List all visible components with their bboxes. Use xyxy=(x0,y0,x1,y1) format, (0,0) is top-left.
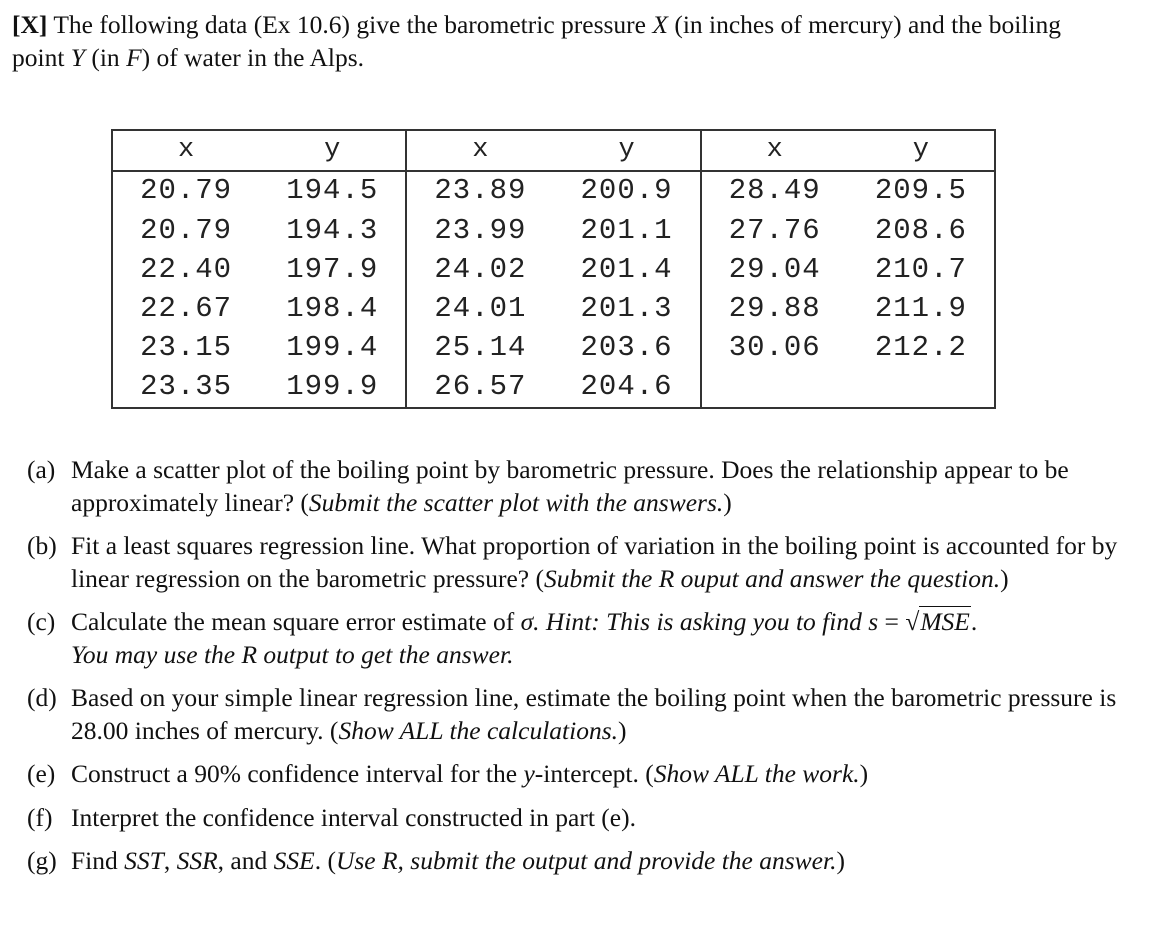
question-text: ) xyxy=(859,759,869,788)
ssr-symbol: SSR xyxy=(176,846,218,875)
table-cell: 200.9 xyxy=(580,174,673,208)
question-label: (d) xyxy=(27,683,57,712)
table-row xyxy=(112,289,995,328)
variable-s: s xyxy=(868,607,879,636)
table-cell: 23.35 xyxy=(140,370,233,404)
table-cell xyxy=(701,368,848,408)
problem-intro xyxy=(12,8,1112,74)
question-f xyxy=(27,802,1137,835)
table-cell: 194.3 xyxy=(286,213,379,247)
question-text: , and xyxy=(217,846,274,875)
sigma-symbol: σ xyxy=(520,607,534,636)
table-cell: 22.40 xyxy=(140,252,233,286)
table-row xyxy=(112,368,995,408)
question-text: Construct a 90% confidence interval for the xyxy=(71,759,524,788)
question-text: ) xyxy=(1000,563,1009,593)
equals-sign: = xyxy=(878,607,906,636)
table-cell: 208.6 xyxy=(874,213,967,247)
sst-symbol: SST xyxy=(124,846,164,875)
column-header: x xyxy=(406,130,553,171)
question-text: -intercept. ( xyxy=(534,759,654,788)
table-cell: 23.15 xyxy=(140,331,233,365)
column-header: y xyxy=(848,130,995,171)
question-text: , xyxy=(163,846,177,875)
question-label: (c) xyxy=(27,607,56,636)
radicand: MSE xyxy=(920,607,970,636)
table-cell: 29.04 xyxy=(701,250,848,289)
table-row xyxy=(112,329,995,368)
table-cell: 197.9 xyxy=(286,252,379,286)
intro-text: (in xyxy=(84,43,127,72)
table-cell: 25.14 xyxy=(406,329,553,368)
column-header: y xyxy=(259,130,406,171)
radical-sign: √ xyxy=(905,607,920,636)
table-cell: 20.79 xyxy=(140,174,233,208)
question-text: Find xyxy=(71,846,125,875)
table-cell: 211.9 xyxy=(874,291,967,325)
sse-symbol: SSE xyxy=(273,846,315,875)
question-d xyxy=(27,682,1137,747)
table-cell: 201.4 xyxy=(580,252,673,286)
question-text: ) xyxy=(723,487,732,517)
question-label: (f) xyxy=(27,802,53,832)
table-cell: 199.9 xyxy=(286,370,379,404)
question-text: ) xyxy=(618,715,627,745)
question-list xyxy=(27,454,1137,889)
variable-x: X xyxy=(652,10,668,39)
table-row xyxy=(112,211,995,250)
table-cell: 209.5 xyxy=(874,174,967,208)
table-cell: 203.6 xyxy=(580,331,673,365)
intro-text: (in inches of mercury) and the boiling point xyxy=(12,10,1061,72)
question-instruction: Submit the scatter plot with the answers. xyxy=(308,487,724,517)
table-cell: 210.7 xyxy=(874,252,967,286)
table-cell: 27.76 xyxy=(701,211,848,250)
question-g xyxy=(27,845,1137,878)
table-cell: 20.79 xyxy=(140,213,233,247)
table-cell xyxy=(848,368,995,408)
table-cell: 26.57 xyxy=(406,368,553,408)
question-text: Based on your simple linear regression line, estimate the boiling point when the barometric pressure is 28.00 inches of mercury. ( xyxy=(71,683,1117,745)
table-cell: 23.89 xyxy=(406,171,553,211)
table-cell: 204.6 xyxy=(580,370,673,404)
question-text: . xyxy=(970,607,978,636)
question-instruction: Show ALL the calculations. xyxy=(338,715,619,745)
table-cell: 212.2 xyxy=(874,331,967,365)
question-instruction: Submit the R ouput and answer the question. xyxy=(543,563,1001,593)
intro-text: ) of water in the Alps. xyxy=(141,43,365,72)
square-root-expression xyxy=(905,606,971,636)
table-cell: 22.67 xyxy=(140,291,233,325)
table-cell: 28.49 xyxy=(701,171,848,211)
question-text: ) xyxy=(836,846,845,875)
question-text: Make a scatter plot of the boiling point by barometric pressure. Does the relationship appear to be approximately linear? ( xyxy=(71,455,1069,517)
column-header: x xyxy=(112,130,259,171)
variable-y: y xyxy=(523,759,535,788)
question-label: (b) xyxy=(27,531,57,560)
question-instruction: Use R, submit the output and provide the answer. xyxy=(335,846,837,875)
problem-tag: [X] xyxy=(12,10,48,39)
question-instruction: Show ALL the work. xyxy=(653,759,860,788)
question-e xyxy=(27,758,1137,791)
table-cell: 198.4 xyxy=(286,291,379,325)
data-table xyxy=(111,129,996,409)
question-c xyxy=(27,606,1137,671)
question-label: (a) xyxy=(27,455,56,484)
variable-f: F xyxy=(126,43,142,72)
question-instruction: . Hint: This is asking you to find xyxy=(533,607,869,636)
table-cell: 201.1 xyxy=(580,213,673,247)
table-row xyxy=(112,250,995,289)
table-cell: 24.02 xyxy=(406,250,553,289)
question-text: Fit a least squares regression line. What proportion of variation in the boiling point is accounted for by linear regression on the barometric pressure? ( xyxy=(71,531,1118,593)
table-cell: 24.01 xyxy=(406,289,553,328)
question-instruction: You may use the R output to get the answer. xyxy=(71,639,514,669)
column-header: y xyxy=(553,130,700,171)
table-header-row xyxy=(112,130,995,171)
table-cell: 201.3 xyxy=(580,291,673,325)
table-cell: 23.99 xyxy=(406,211,553,250)
question-label: (g) xyxy=(27,846,57,875)
question-text: . ( xyxy=(314,846,336,875)
question-text: Calculate the mean square error estimate of xyxy=(71,607,521,636)
table-cell: 29.88 xyxy=(701,289,848,328)
variable-y: Y xyxy=(70,43,85,72)
question-text: Interpret the confidence interval constructed in part (e). xyxy=(71,802,636,832)
question-b xyxy=(27,530,1137,595)
table-cell: 30.06 xyxy=(701,329,848,368)
question-label: (e) xyxy=(27,759,56,788)
intro-text: The following data (Ex 10.6) give the barometric pressure xyxy=(47,10,653,39)
table-cell: 194.5 xyxy=(286,174,379,208)
table-cell: 199.4 xyxy=(286,331,379,365)
column-header: x xyxy=(701,130,848,171)
table-row xyxy=(112,171,995,211)
question-a xyxy=(27,454,1137,519)
